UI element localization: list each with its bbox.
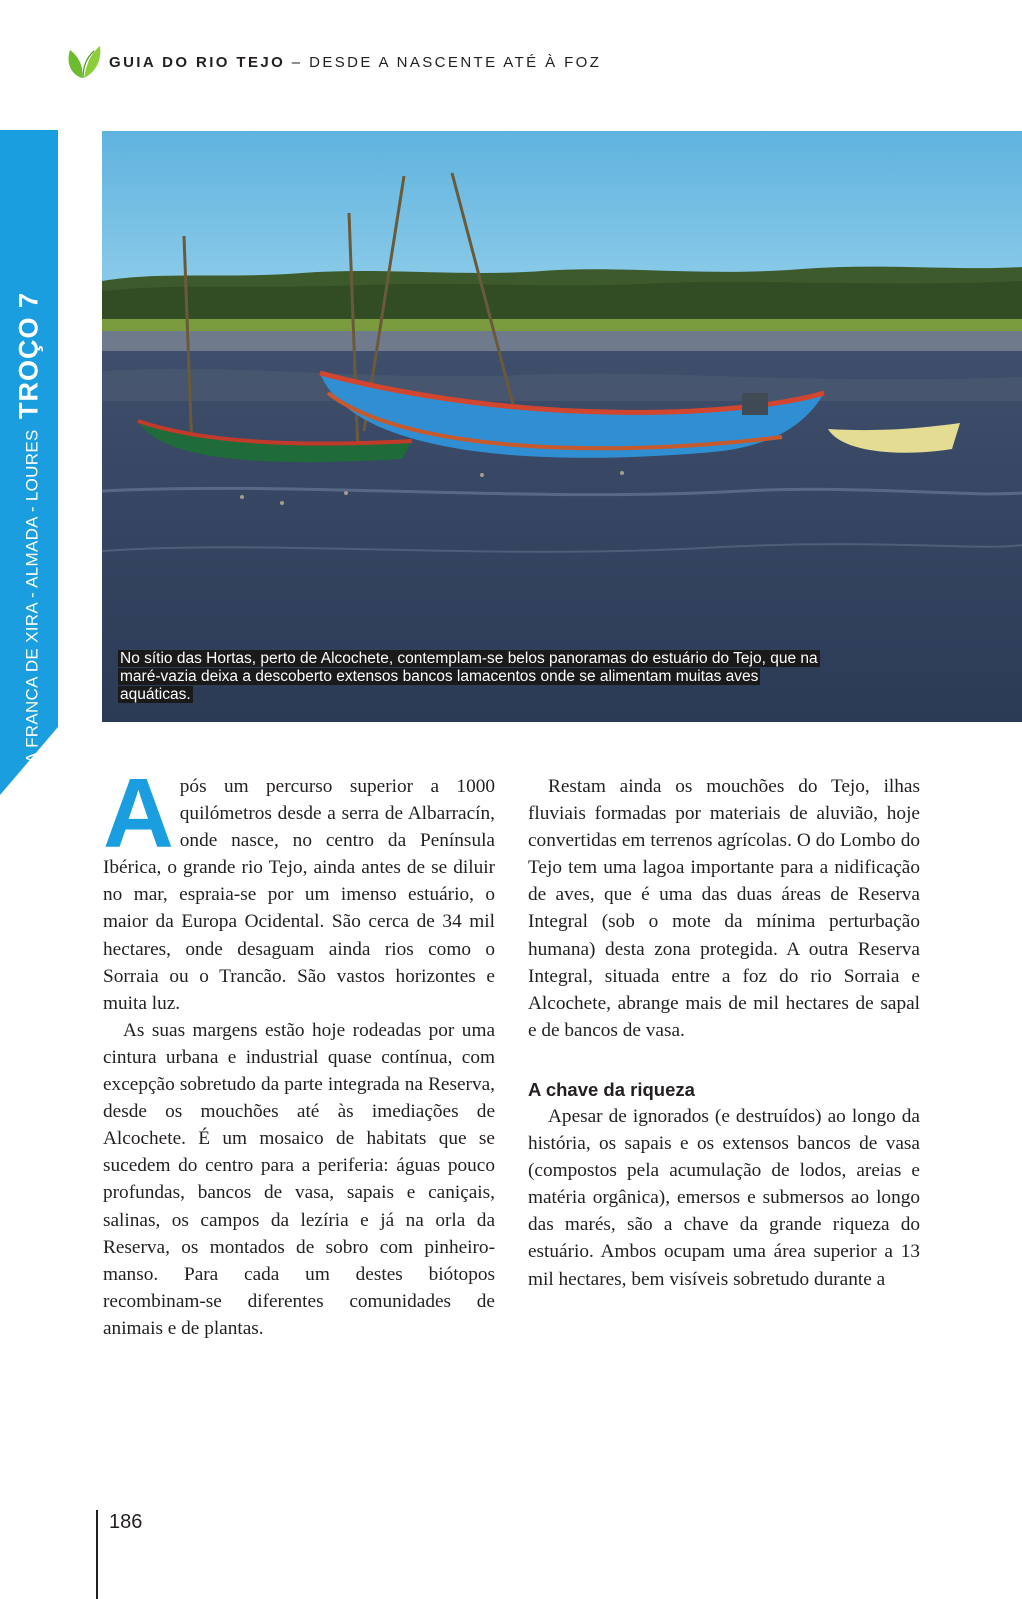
- article-column-right: [528, 773, 920, 1293]
- paragraph: Apesar de ignorados (e destruídos) ao longo da história, os sapais e os extensos bancos de vasa (compostos pela acumulação de lodos, areias e matéria orgânica), emersos e submersos ao longo das marés, são a chave da grande riqueza do estuário. Ambos ocupam uma área superior a 13 mil hectares, bem visíveis sobretudo durante a: [528, 1105, 920, 1290]
- side-tab-text: [14, 292, 45, 790]
- guide-title: GUIA DO RIO TEJO: [109, 54, 286, 71]
- paragraph-text: pós um percurso superior a 1000 quilómetros desde a serra de Albarracín, onde nasce, no centro da Península Ibérica, o grande rio Tejo, ainda antes de se diluir no mar, espraia-se por um imenso estuário, o maior da Europa Ocidental. São cerca de 34 mil hectares, onde desaguam ainda rios como o Sorraia ou o Trancão. São vastos horizontes e muita luz.: [103, 776, 495, 1014]
- subheading: A chave da riqueza: [528, 1078, 695, 1100]
- article-column-left: [103, 758, 495, 1342]
- running-header: [66, 40, 766, 88]
- section-side-tab: [0, 130, 58, 795]
- leaf-icon: [66, 42, 102, 80]
- photo-caption: [118, 650, 818, 704]
- page-number: 186: [109, 1511, 143, 1533]
- caption-text: No sítio das Hortas, perto de Alcochete, contemplam-se belos panoramas do estuário do Tejo, que na maré-vazia deixa a descoberto extensos bancos lamacentos onde se alimentam muitas aves aquáticas.: [120, 650, 818, 703]
- paragraph: As suas margens estão hoje rodeadas por uma cintura urbana e industrial quase contínua, com excepção sobretudo da parte integrada na Reserva, desde os mouchões até às imediações de Alcochete. É um mosaico de habitats que se sucedem do centro para a periferia: águas pouco profundas, bancos de vasa, sapais e caniçais, salinas, os campos da lezíria e já na orla da Reserva, os montados de sobro com pinheiro-manso. Para cada um destes biótopos recombinam-se diferentes comunidades de animais e de plantas.: [103, 1019, 495, 1339]
- section-label: TROÇO 7: [13, 291, 44, 419]
- header-title: [109, 54, 601, 71]
- boats-at-low-tide-image: [102, 131, 1022, 722]
- route-label: VILA FRANCA DE XIRA - ALMADA - LOURES: [22, 429, 42, 791]
- paragraph: Restam ainda os mouchões do Tejo, ilhas fluviais formadas por materiais de aluvião, hoje convertidas em terrenos agrícolas. O do Lombo do Tejo tem uma lagoa importante para a nidificação de aves, que é uma das duas áreas de Reserva Integral (sob o mote da mínima perturbação humana) desta zona protegida. A outra Reserva Integral, situada entre a foz do rio Sorraia e Alcochete, abrange mais de mil hectares de sapal e de bancos de vasa.: [528, 776, 920, 1041]
- drop-cap: A: [103, 758, 174, 868]
- paragraph: [103, 758, 495, 1017]
- estuary-photo: [102, 131, 1022, 722]
- page-number-rule: [96, 1510, 98, 1599]
- guide-subtitle: – DESDE A NASCENTE ATÉ À FOZ: [285, 54, 602, 71]
